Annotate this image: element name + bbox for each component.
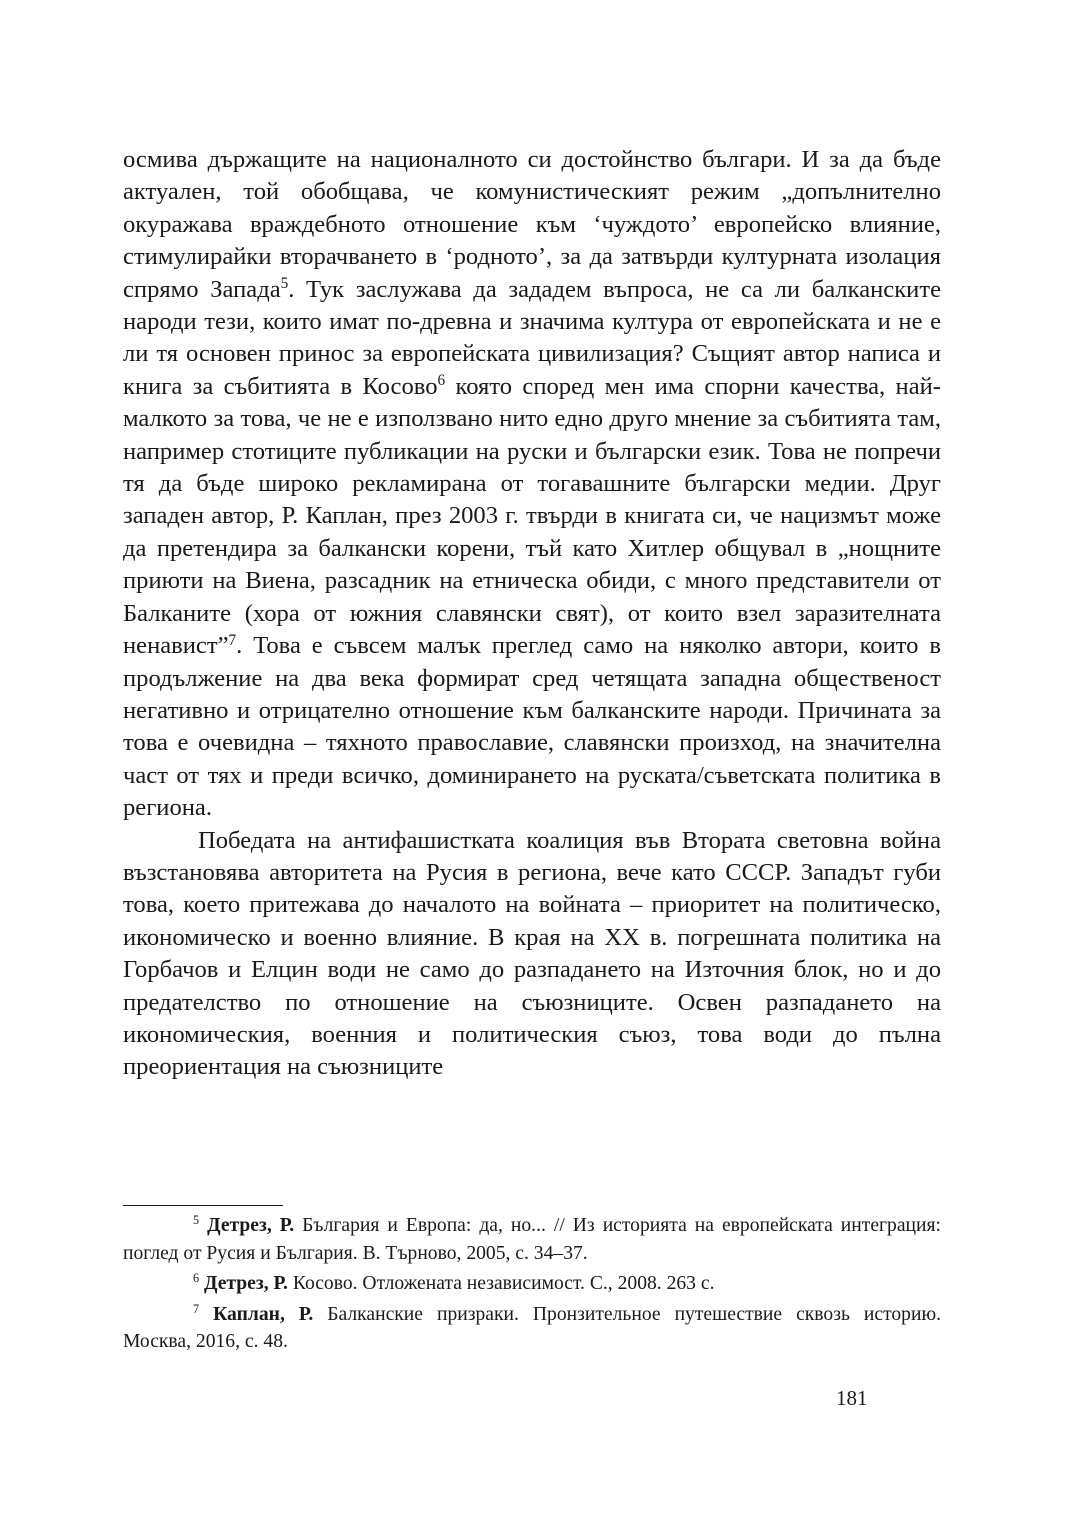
footnote-6 bbox=[123, 1270, 941, 1298]
paragraph-1-part-1: осмива държащите на националното си достойнство българи. И за да бъде актуален, той обобщава, че комунистическият режим „допълнително окуражава враждебното отношение към ‘чуждото’ европейско влияние, стимулирайки вторачването в ‘родното’, за да затвърди културната изолация спрямо Запада bbox=[123, 146, 941, 303]
footnotes bbox=[123, 1212, 941, 1356]
main-text bbox=[123, 144, 941, 1084]
paragraph-2: Победата на антифашистката коалиция във Втората световна война възстановява авторитета на Русия в региона, вече като СССР. Западът губи това, което притежава до началото на войната – приоритет на политическо, икономическо и военно влияние. В края на XX в. погрешната политика на Горбачов и Елцин води не само до разпадането на Източния блок, но и до предателство по отношение на съюзниците. Освен разпадането на икономическия, военния и политическия съюз, това води до пълна преориентация на съюзниците bbox=[123, 826, 941, 1081]
paragraph-1-part-4: . Това е съвсем малък преглед само на няколко автори, които в продължение на два века формират сред четящата западна общественост негативно и отрицателно отношение към балканските народи. Причината за това е очевидна – тяхното православие, славянски произход, на значителна част от тях и преди всичко, доминирането на руската/съветската политика в региона. bbox=[123, 632, 941, 822]
footnote-number: 5 bbox=[193, 1213, 200, 1228]
footnote-7 bbox=[123, 1301, 941, 1356]
footnote-number: 6 bbox=[193, 1271, 200, 1286]
footnote-author: Каплан, Р. bbox=[213, 1303, 314, 1325]
footnote-text: Балканские призраки. Пронзительное путешествие сквозь историю. Москва, 2016, с. 48. bbox=[123, 1303, 941, 1352]
page-number: 181 bbox=[836, 1386, 868, 1410]
paragraph-1-part-3: която според мен има спорни качества, най-малкото за това, че не е използвано нито едно друго мнение за събитията там, например стотиците публикации на руски и български език. Това не попречи тя да бъде широко рекламирана от тогавашните български медии. Друг западен автор, Р. Каплан, през 2003 г. твърди в книгата си, че нацизмът може да претендира за балкански корени, тъй като Хитлер общувал в „нощните приюти на Виена, разсадник на етническа обиди, с много представители от Балканите (хора от южния славянски свят), от които взел заразителната ненавист” bbox=[123, 372, 941, 660]
footnote-number: 7 bbox=[193, 1301, 200, 1316]
paragraph-1-part-2: . Тук заслужава да зададем въпроса, не са ли балканските народи тези, които имат по-древна и значима култура от европейската и не е ли тя основен принос за европейската цивилизация? Същият автор написа и книга за събитията в Косово bbox=[123, 275, 941, 400]
footnote-ref-7[interactable]: 7 bbox=[228, 631, 237, 649]
footnote-ref-5[interactable]: 5 bbox=[280, 275, 289, 293]
footnote-text: България и Европа: да, но... // Из историята на европейската интеграция: поглед от Русия и България. В. Търново, 2005, с. 34–37. bbox=[123, 1215, 941, 1264]
footnote-author: Детрез, Р. bbox=[203, 1273, 288, 1294]
footnote-author: Детрез, Р. bbox=[207, 1215, 295, 1236]
paragraph-1 bbox=[123, 144, 941, 825]
footnote-separator bbox=[123, 1205, 283, 1206]
footnote-5 bbox=[123, 1212, 941, 1267]
footnote-text: Косово. Отложената независимост. С., 2008. 263 с. bbox=[287, 1273, 715, 1294]
footnote-ref-6[interactable]: 6 bbox=[437, 372, 446, 390]
